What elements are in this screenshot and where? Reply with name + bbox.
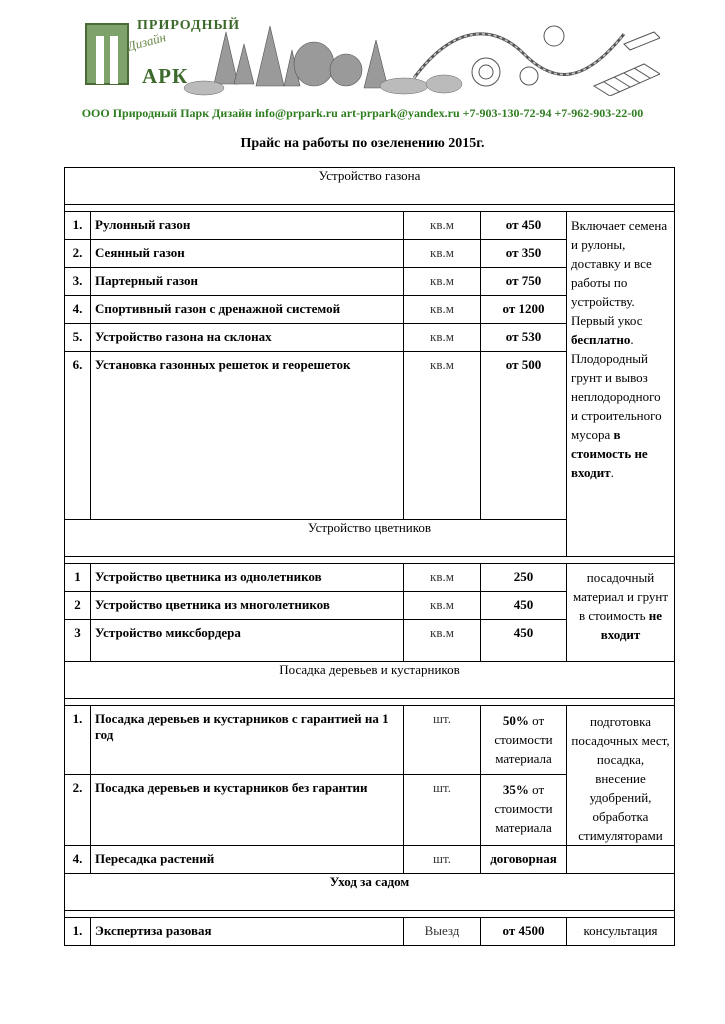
table-row: 6. Установка газонных решеток и георешеток кв.м от 500 bbox=[65, 352, 675, 520]
table-row: 5. Устройство газона на склонах кв.м от 530 bbox=[65, 324, 675, 352]
section-header-lawn: Устройство газона bbox=[65, 168, 675, 205]
company-logo-banner bbox=[84, 14, 660, 96]
table-row: 4. Пересадка растений шт. договорная bbox=[65, 846, 675, 874]
table-row: 3. Партерный газон кв.м от 750 bbox=[65, 268, 675, 296]
table-row: 1. Посадка деревьев и кустарников с гарантией на 1 год шт. 50% от стоимости материала подготовка посадочных мест, посадка, внесение удобрений, обработка стимуляторами bbox=[65, 706, 675, 775]
document-title: Прайс на работы по озеленению 2015г. bbox=[240, 136, 485, 151]
logo-word-park: АРК bbox=[142, 64, 189, 88]
table-row: 1. Экспертиза разовая Выезд от 4500 консультация bbox=[65, 918, 675, 946]
section-header-flowers: Устройство цветников bbox=[65, 520, 675, 557]
table-row: 4. Спортивный газон с дренажной системой кв.м от 1200 bbox=[65, 296, 675, 324]
table-row: 1. Рулонный газон кв.м от 450 Включает семена и рулоны, доставку и все работы по устройству. Первый укос бесплатно. Плодородный грунт и вывоз неплодородного и строительного мусора в стоимость не входит. bbox=[65, 212, 675, 240]
table-row: 2. Сеянный газон кв.м от 350 bbox=[65, 240, 675, 268]
flowers-note: посадочный материал и грунт в стоимость не входит bbox=[567, 564, 675, 662]
table-row: 1 Устройство цветника из однолетников кв.м 250 посадочный материал и грунт в стоимость не входит bbox=[65, 564, 675, 592]
price-table bbox=[64, 167, 675, 946]
logo-word-dizain: Дизайн bbox=[125, 29, 168, 54]
section-header-trees: Посадка деревьев и кустарников bbox=[65, 662, 675, 699]
trees-note: подготовка посадочных мест, посадка, внесение удобрений, обработка стимуляторами bbox=[567, 706, 675, 846]
table-row: 2. Посадка деревьев и кустарников без гарантии шт. 35% от стоимости материала bbox=[65, 774, 675, 845]
table-row: 3 Устройство миксбордера кв.м 450 bbox=[65, 620, 675, 662]
logo-word-prirodny: ПРИРОДНЫЙ bbox=[137, 18, 241, 33]
table-row: 2 Устройство цветника из многолетников кв.м 450 bbox=[65, 592, 675, 620]
lawn-note: Включает семена и рулоны, доставку и все работы по устройству. Первый укос бесплатно. Плодородный грунт и вывоз неплодородного и строительного мусора в стоимость не входит. bbox=[567, 212, 675, 557]
section-header-care: Уход за садом bbox=[65, 874, 675, 911]
contact-line: ООО Природный Парк Дизайн info@prpark.ru art-prpark@yandex.ru +7-903-130-72-94 +7-962-903-22-00 bbox=[81, 106, 644, 120]
